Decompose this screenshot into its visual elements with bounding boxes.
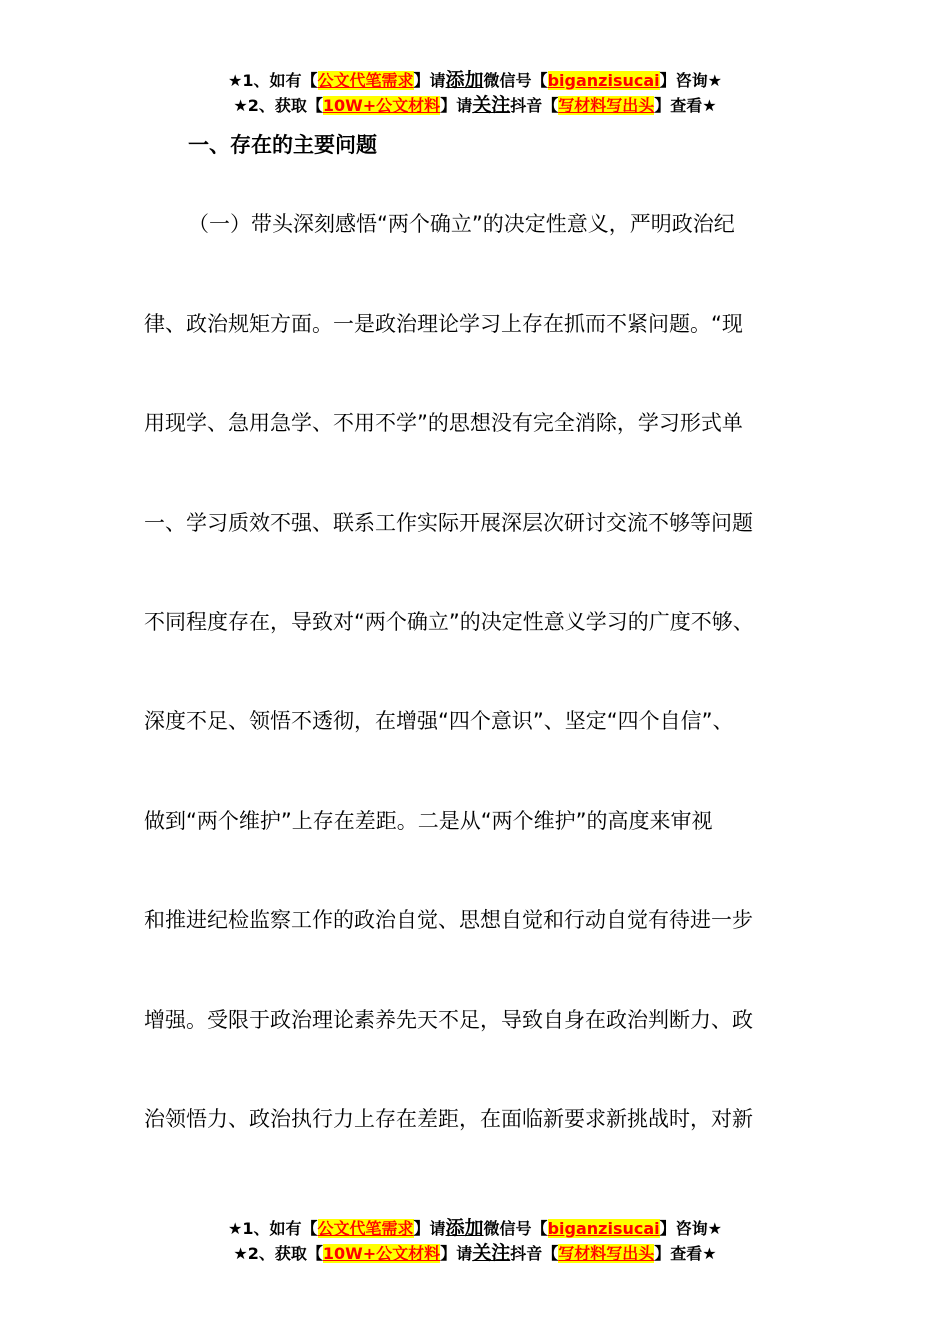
body-line: 律、政治规矩方面。一是政治理论学习上存在抓而不紧问题。“现 [144, 312, 743, 336]
banner-text: ★2、获取【 [233, 1244, 323, 1263]
banner-text: 微信号【 [483, 71, 548, 90]
header-banner [0, 68, 950, 118]
banner-line-1 [0, 1216, 950, 1241]
banner-highlight-douyin: 写材料写出头 [558, 96, 655, 115]
banner-emphasis: 添加 [445, 69, 484, 91]
banner-emphasis: 添加 [445, 1217, 484, 1239]
banner-text: 】请 [440, 1244, 473, 1263]
banner-text: 】咨询★ [659, 71, 722, 90]
banner-text: 】请 [413, 1219, 446, 1238]
body-line: 做到“两个维护”上存在差距。二是从“两个维护”的高度来审视 [144, 809, 713, 833]
section-heading: 一、存在的主要问题 [188, 133, 377, 157]
banner-text: ★1、如有【 [228, 71, 318, 90]
body-line: 深度不足、领悟不透彻，在增强“四个意识”、坚定“四个自信”、 [144, 709, 734, 733]
banner-highlight-douyin: 写材料写出头 [558, 1244, 655, 1263]
body-line: 一、学习质效不强、联系工作实际开展深层次研讨交流不够等问题 [144, 511, 753, 535]
banner-highlight-materials: 10W+公文材料 [322, 96, 441, 115]
banner-line-1 [0, 68, 950, 93]
banner-highlight-service: 公文代笔需求 [317, 1219, 414, 1238]
banner-emphasis: 关注 [472, 94, 511, 116]
body-line: （一）带头深刻感悟“两个确立”的决定性意义，严明政治纪 [188, 212, 735, 236]
banner-text: ★1、如有【 [228, 1219, 318, 1238]
banner-highlight-wechat-id: biganzisucai [547, 71, 660, 90]
banner-text: 】查看★ [654, 96, 717, 115]
body-line: 不同程度存在，导致对“两个确立”的决定性意义学习的广度不够、 [144, 610, 754, 634]
banner-text: 】请 [440, 96, 473, 115]
body-line: 治领悟力、政治执行力上存在差距，在面临新要求新挑战时，对新 [144, 1107, 753, 1131]
banner-text: 】请 [413, 71, 446, 90]
footer-banner [0, 1216, 950, 1266]
banner-text: 】咨询★ [659, 1219, 722, 1238]
body-line: 和推进纪检监察工作的政治自觉、思想自觉和行动自觉有待进一步 [144, 908, 753, 932]
banner-highlight-materials: 10W+公文材料 [322, 1244, 441, 1263]
body-line: 增强。受限于政治理论素养先天不足，导致自身在政治判断力、政 [144, 1008, 753, 1032]
banner-highlight-wechat-id: biganzisucai [547, 1219, 660, 1238]
banner-text: 】查看★ [654, 1244, 717, 1263]
body-line: 用现学、急用急学、不用不学”的思想没有完全消除，学习形式单 [144, 411, 743, 435]
banner-text: 微信号【 [483, 1219, 548, 1238]
banner-emphasis: 关注 [472, 1242, 511, 1264]
banner-highlight-service: 公文代笔需求 [317, 71, 414, 90]
banner-text: 抖音【 [510, 96, 559, 115]
banner-line-2 [0, 1241, 950, 1266]
banner-line-2 [0, 93, 950, 118]
banner-text: 抖音【 [510, 1244, 559, 1263]
banner-text: ★2、获取【 [233, 96, 323, 115]
